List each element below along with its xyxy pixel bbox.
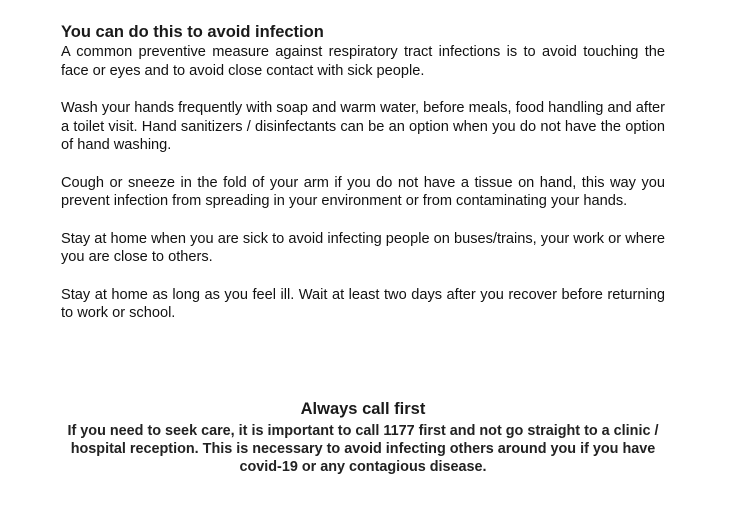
call-first-section (61, 398, 665, 476)
paragraph-stay-home-ill: Stay at home as long as you feel ill. Wait at least two days after you recover before returning to work or school. (61, 286, 665, 321)
call-first-title: Always call first (300, 400, 426, 418)
paragraph-cough-sneeze: Cough or sneeze in the fold of your arm if you do not have a tissue on hand, this way you prevent infection from spreading in your environment or from contaminating your hands. (61, 174, 665, 209)
prevention-section (61, 22, 665, 323)
paragraph-stay-home-sick: Stay at home when you are sick to avoid infecting people on buses/trains, your work or where you are close to others. (61, 230, 665, 265)
call-first-text: If you need to seek care, it is important to call 1177 first and not go straight to a clinic / hospital reception. This is necessary to avoid infecting others around you if you have covid-19 or any contagious disease. (67, 423, 659, 475)
paragraph-preventive-measure: A common preventive measure against respiratory tract infections is to avoid touching the face or eyes and to avoid close contact with sick people. (61, 44, 665, 79)
section-heading: You can do this to avoid infection (61, 23, 324, 41)
paragraph-hand-washing: Wash your hands frequently with soap and warm water, before meals, food handling and after a toilet visit. Hand sanitizers / disinfectants can be an option when you do not have the option of hand washing. (61, 100, 665, 153)
